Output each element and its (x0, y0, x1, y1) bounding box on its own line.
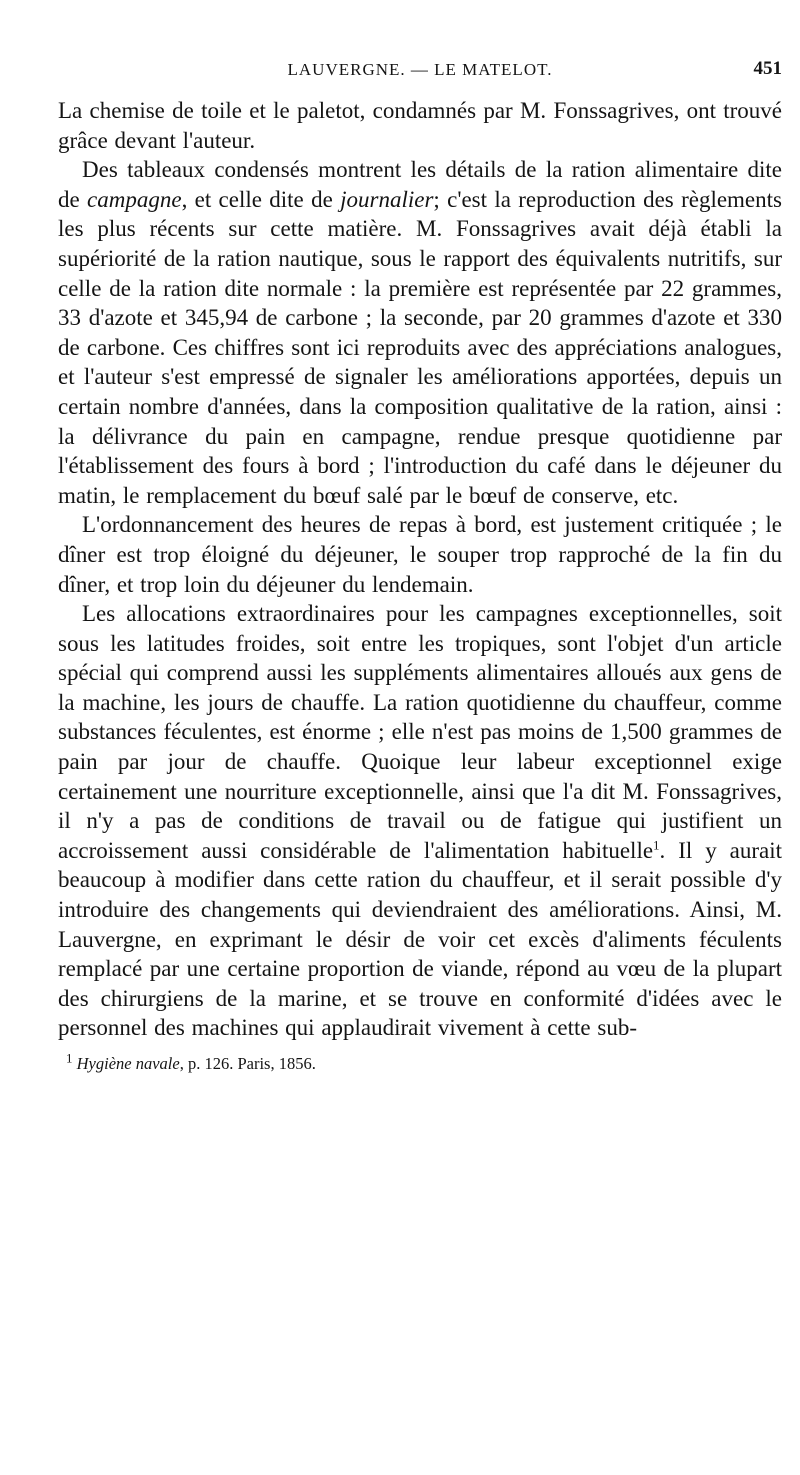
text-run: La chemise de toile et le paletot, condamnés par M. Fonssagrives, ont trouvé grâce devant l'auteur. (58, 98, 782, 153)
running-head: LAUVERGNE. — LE MATELOT. (287, 60, 553, 79)
page-header (58, 50, 782, 90)
text-run: . Il y aurait beaucoup à modifier dans cette ration du chauffeur, et il serait possible d'y introduire des changements qui deviendraient des améliorations. Ainsi, M. Lauvergne, en exprimant le désir de voir cet excès d'aliments féculents remplacé par une certaine proportion de viande, répond au vœu de la plupart des chirurgiens de la marine, et se trouve en conformité d'idées avec le personnel des machines qui applaudirait vivement à cette sub- (58, 837, 782, 1041)
footnote (66, 1050, 782, 1075)
footnote-ref: 1 (653, 837, 660, 853)
book-page (58, 50, 782, 1075)
text-run: Les allocations extraordinaires pour les campagnes exceptionnelles, soit sous les latitudes froides, soit entre les tropiques, sont l'objet d'un article spécial qui comprend aussi les suppléments alimentaires alloués aux gens de la machine, les jours de chauffe. La ration quotidienne du chauffeur, comme substances féculentes, est énorme ; elle n'est pas moins de 1,500 grammes de pain par jour de chauffe. Quoique leur labeur exceptionnel exige certainement une nourriture exceptionnelle, ainsi que l'a dit M. Fonssagrives, il n'y a pas de conditions de travail ou de fatigue qui justifient un accroissement aussi considérable de l'alimentation habituelle (58, 601, 782, 863)
footnote-rest: , p. 126. Paris, 1856. (179, 1054, 316, 1073)
italic-term: journalier (340, 186, 434, 212)
body-text (58, 96, 782, 1043)
footnote-marker: 1 (66, 1050, 73, 1066)
text-run: L'ordonnancement des heures de repas à bord, est justement critiquée ; le dîner est trop éloigné du déjeuner, le souper trop rapproché de la fin du dîner, et trop loin du déjeuner du lendemain. (58, 512, 782, 597)
paragraph (58, 96, 782, 155)
paragraph (58, 155, 782, 510)
paragraph (58, 510, 782, 599)
text-run: , et celle dite de (181, 186, 341, 212)
page-number: 451 (753, 58, 782, 79)
paragraph (58, 599, 782, 1043)
text-run: Des tableaux condensés montrent les détails de la ration alimentaire dite de (58, 157, 782, 212)
text-run: ; c'est la reproduction des règlements les plus récents sur cette matière. M. Fonssagrives avait déjà établi la supériorité de la ration nautique, sous le rapport des équivalents nutritifs, sur celle de la ration dite normale : la première est représentée par 22 grammes, 33 d'azote et 345,94 de carbone ; la seconde, par 20 grammes d'azote et 330 de carbone. Ces chiffres sont ici reproduits avec des appréciations analogues, et l'auteur s'est empressé de signaler les améliorations apportées, depuis un certain nombre d'années, dans la composition qualitative de la ration, ainsi : la délivrance du pain en campagne, rendue presque quotidienne par l'établissement des fours à bord ; l'introduction du café dans le déjeuner du matin, le remplacement du bœuf salé par le bœuf de conserve, etc. (58, 186, 782, 508)
italic-term: campagne (87, 186, 182, 212)
footnote-title: Hygiène navale (76, 1054, 180, 1073)
